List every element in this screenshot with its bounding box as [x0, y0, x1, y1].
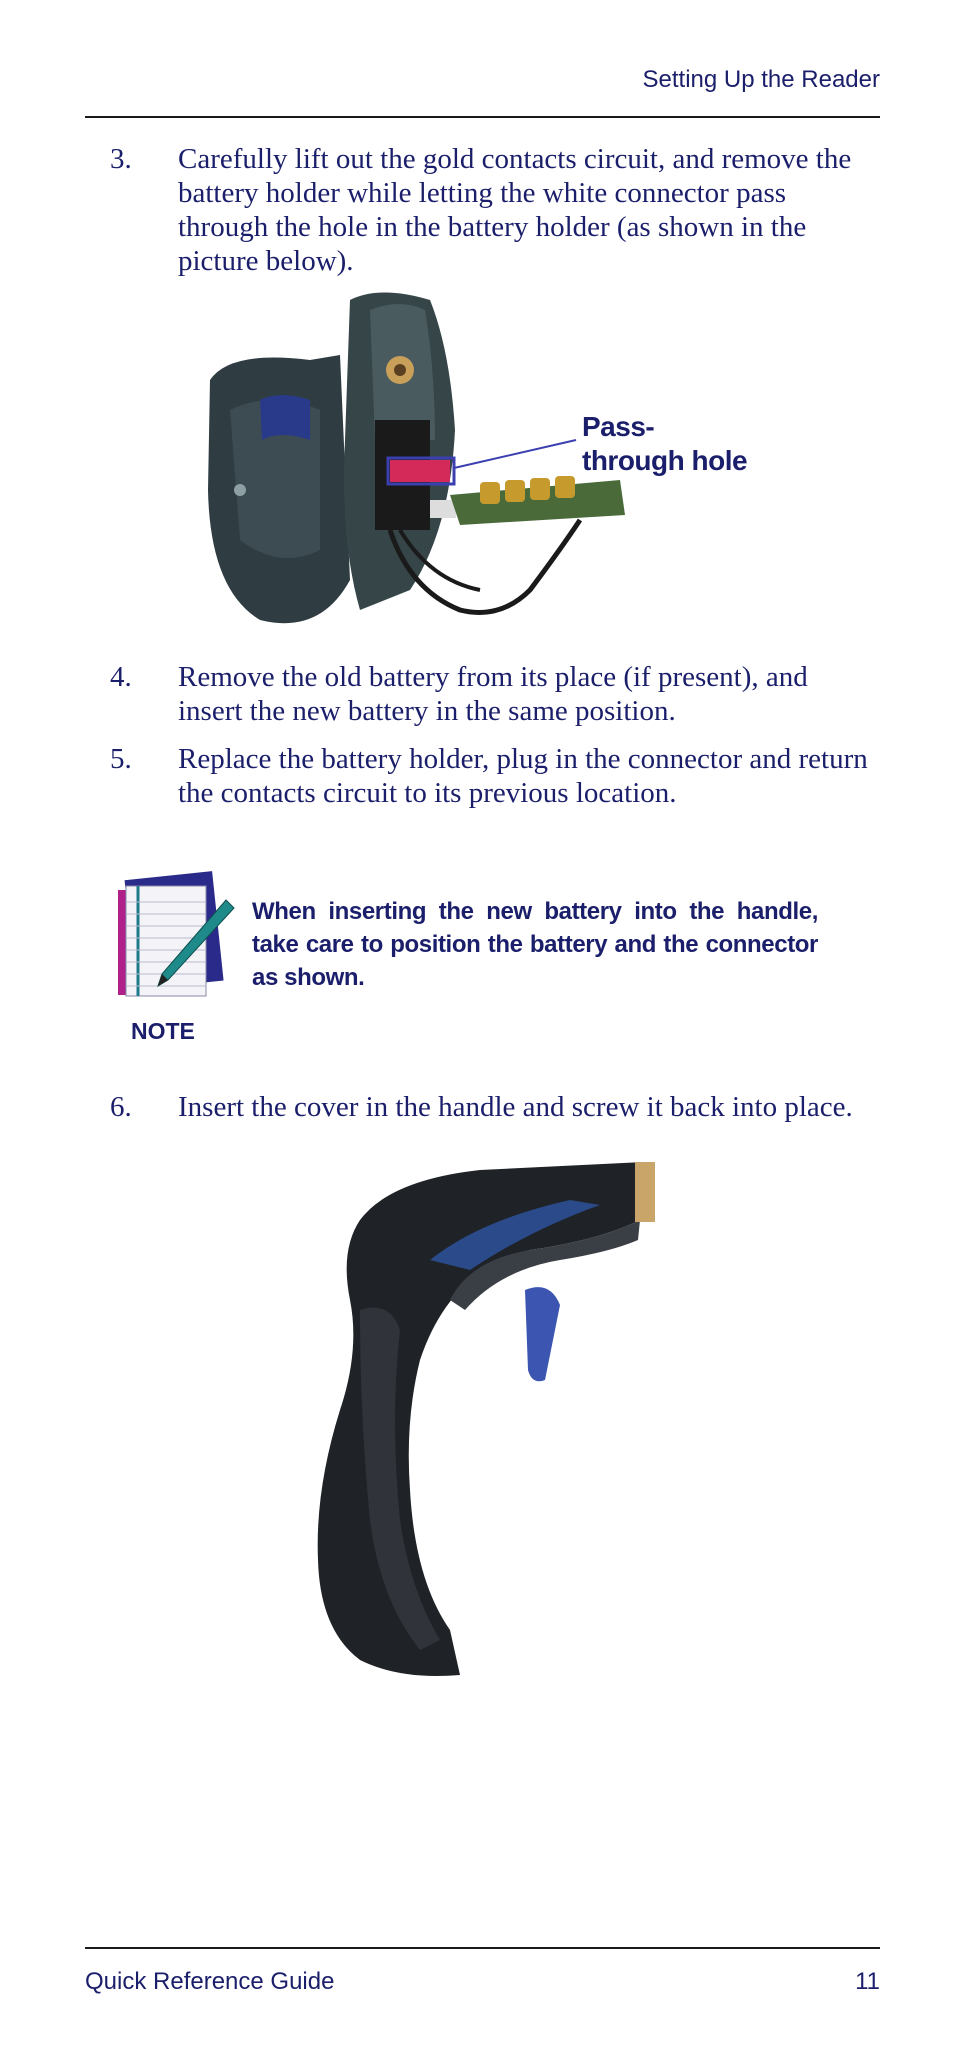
footer-rule — [85, 1947, 880, 1949]
header-rule — [85, 116, 880, 118]
page-number: 11 — [855, 1968, 880, 1995]
pass-through-callout: Pass-through hole — [582, 411, 748, 476]
scanner-handle-photo — [300, 1160, 660, 1690]
step-number: 4. — [110, 661, 132, 693]
step-text: Carefully lift out the gold contacts circuit, and remove the battery holder while letting the white connector pass through the hole in the battery holder (as shown in the picture below). — [178, 143, 852, 277]
step-text: Remove the old battery from its place (if present), and insert the new battery in the same position. — [178, 661, 808, 727]
step-number: 6. — [110, 1091, 132, 1123]
step-number: 3. — [110, 143, 132, 175]
note-notepad-icon — [108, 870, 238, 1010]
battery-holder-photo — [200, 290, 640, 640]
note-text: When inserting the new battery into the handle, take care to position the battery and the connector as shown. — [252, 898, 818, 991]
running-header: Setting Up the Reader — [642, 66, 880, 93]
note-label: NOTE — [131, 1018, 195, 1044]
step-text: Insert the cover in the handle and screw it back into place. — [178, 1091, 853, 1123]
footer-guide-title: Quick Reference Guide — [85, 1968, 335, 1995]
step-text: Replace the battery holder, plug in the connector and return the contacts circuit to its previous location. — [178, 743, 868, 809]
step-number: 5. — [110, 743, 132, 775]
